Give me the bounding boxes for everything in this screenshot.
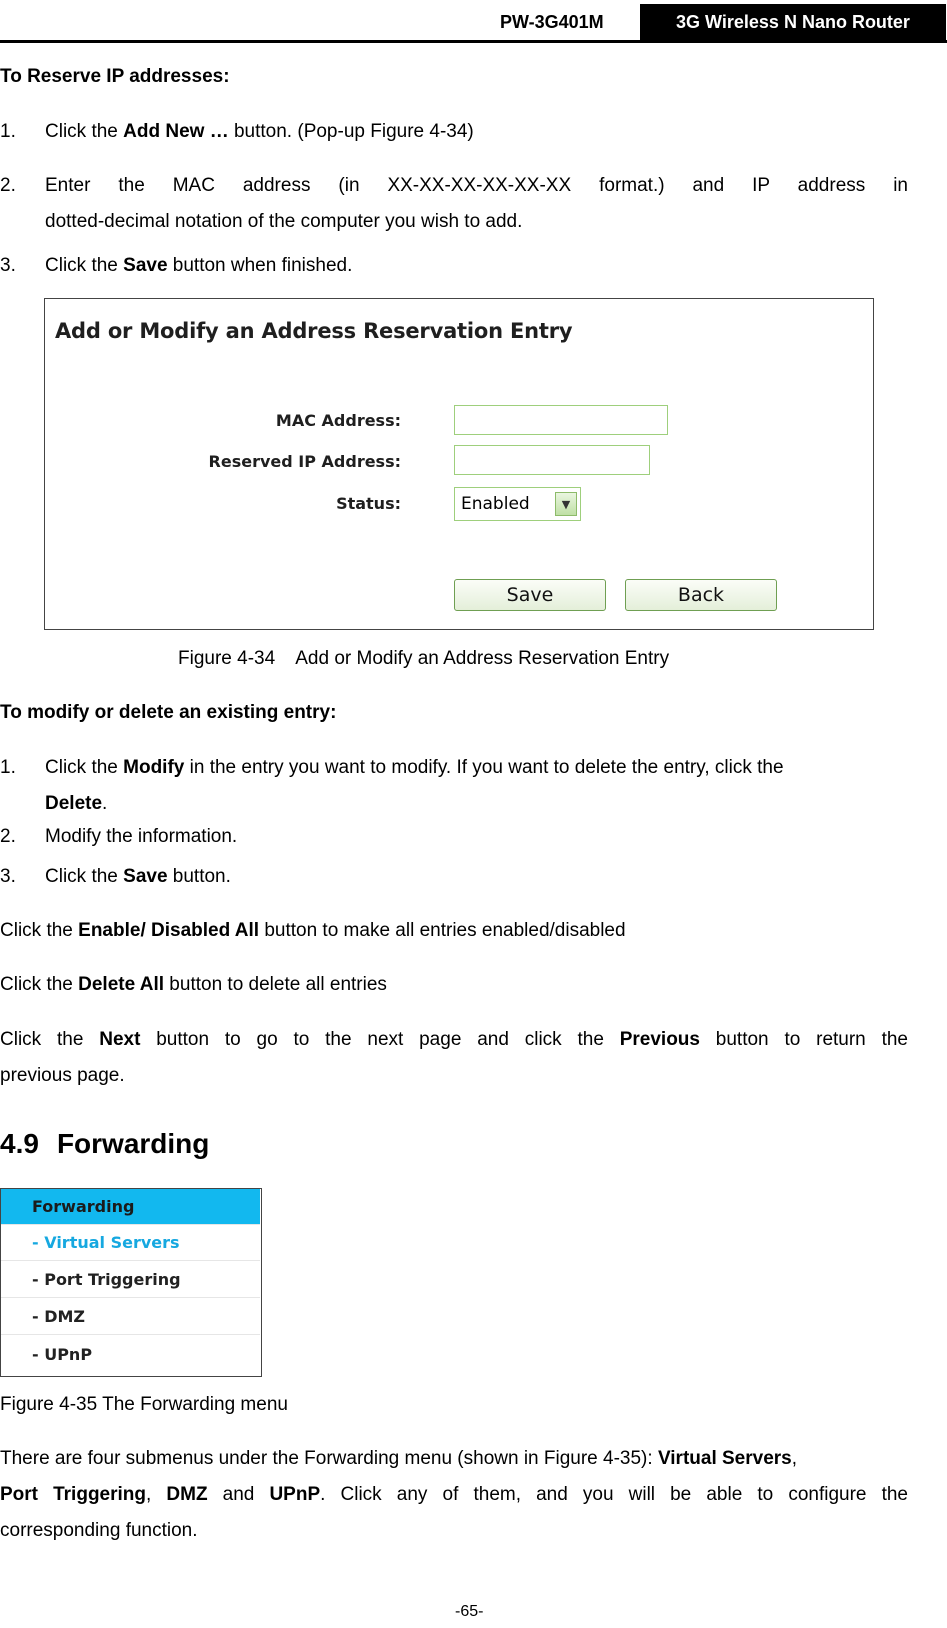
page-number: -65- bbox=[455, 1603, 484, 1620]
mac-address-input[interactable] bbox=[454, 405, 668, 435]
para-bold: Next bbox=[99, 1029, 141, 1050]
step-text: Click the bbox=[45, 121, 124, 142]
modify-heading: To modify or delete an existing entry: bbox=[0, 702, 337, 723]
menu-item-dmz[interactable]: - DMZ bbox=[1, 1299, 260, 1335]
next-previous-paragraph bbox=[0, 1027, 908, 1053]
mac-address-label: MAC Address: bbox=[275, 411, 401, 430]
para-bold-2: Previous bbox=[619, 1029, 700, 1050]
header-rule bbox=[0, 40, 947, 43]
para-text-end: button to delete all entries bbox=[164, 974, 387, 995]
forwarding-menu bbox=[0, 1188, 262, 1377]
step-number: 1. bbox=[0, 121, 16, 142]
para-bold-port-triggering: Port Triggering bbox=[0, 1484, 146, 1505]
step-text-end: . bbox=[102, 793, 108, 814]
modify-step-2 bbox=[0, 824, 237, 850]
menu-item-virtual-servers[interactable]: - Virtual Servers bbox=[1, 1225, 260, 1261]
back-button[interactable]: Back bbox=[625, 579, 777, 611]
section-number: 4.9 bbox=[0, 1128, 39, 1159]
step-text-end: in the entry you want to modify. If you want to delete the entry, click the bbox=[184, 757, 784, 778]
reserve-step-3 bbox=[0, 253, 352, 279]
step-text-end: button. (Pop-up Figure 4-34) bbox=[228, 121, 474, 142]
submenus-paragraph bbox=[0, 1446, 908, 1472]
section-title: Forwarding bbox=[56, 1128, 210, 1159]
step-text: Click the bbox=[45, 255, 124, 276]
submenus-paragraph-line-2 bbox=[0, 1482, 908, 1508]
para-text: Click the bbox=[0, 974, 79, 995]
reserve-heading: To Reserve IP addresses: bbox=[0, 66, 230, 87]
save-button[interactable]: Save bbox=[454, 579, 606, 611]
step-number: 1. bbox=[0, 757, 16, 778]
next-previous-paragraph-cont: previous page. bbox=[0, 1065, 125, 1086]
header-product-banner bbox=[640, 4, 946, 40]
section-heading bbox=[0, 1128, 209, 1160]
para-sep: and bbox=[207, 1484, 270, 1505]
step-text: Click the bbox=[45, 866, 124, 887]
header-product: 3G Wireless N Nano Router bbox=[676, 11, 910, 32]
step-bold: Modify bbox=[123, 757, 185, 778]
para-text: Click the bbox=[0, 920, 79, 941]
submenus-paragraph-line-3: corresponding function. bbox=[0, 1520, 198, 1541]
chevron-down-icon: ▼ bbox=[555, 492, 577, 516]
figure-434-caption: Figure 4-34 Add or Modify an Address Reservation Entry bbox=[178, 648, 670, 669]
menu-item-forwarding[interactable]: Forwarding bbox=[1, 1189, 260, 1225]
para-bold-virtual-servers: Virtual Servers bbox=[657, 1448, 792, 1469]
step-line-2: dotted-decimal notation of the computer you wish to add. bbox=[45, 211, 523, 232]
modify-step-3 bbox=[0, 864, 231, 890]
delete-all-paragraph bbox=[0, 972, 387, 998]
status-label: Status: bbox=[336, 494, 401, 513]
step-text: Modify the information. bbox=[45, 826, 238, 847]
step-text: Click the bbox=[45, 757, 124, 778]
status-select[interactable] bbox=[454, 487, 581, 521]
modify-step-1 bbox=[0, 755, 784, 781]
para-sep: , bbox=[791, 1448, 798, 1469]
enable-disable-paragraph bbox=[0, 918, 626, 944]
step-bold: Add New … bbox=[123, 121, 229, 142]
menu-item-port-triggering[interactable]: - Port Triggering bbox=[1, 1262, 260, 1298]
step-bold: Save bbox=[123, 866, 168, 887]
para-bold-upnp: UPnP bbox=[269, 1484, 321, 1505]
step-number: 2. bbox=[0, 175, 16, 196]
step-number: 2. bbox=[0, 826, 16, 847]
para-bold: Enable/ Disabled All bbox=[78, 920, 260, 941]
para-text-end: button to make all entries enabled/disabled bbox=[259, 920, 626, 941]
para-bold: Delete All bbox=[78, 974, 165, 995]
address-reservation-form bbox=[44, 298, 874, 630]
para-bold-dmz: DMZ bbox=[166, 1484, 208, 1505]
step-text-end: button when finished. bbox=[167, 255, 353, 276]
step-line-1: Enter the MAC address (in XX-XX-XX-XX-XX-XX format.) and IP address in bbox=[45, 175, 908, 196]
menu-item-upnp[interactable]: - UPnP bbox=[32, 1344, 93, 1364]
form-title: Add or Modify an Address Reservation Entry bbox=[55, 319, 573, 343]
para-sep: , bbox=[146, 1484, 167, 1505]
step-bold: Save bbox=[123, 255, 168, 276]
step-number: 3. bbox=[0, 255, 16, 276]
para-text-end: button to return the bbox=[699, 1029, 908, 1050]
para-text-end: . Click any of them, and you will be able to configure the bbox=[320, 1484, 908, 1505]
modify-step-1-cont bbox=[45, 791, 107, 817]
reserved-ip-label: Reserved IP Address: bbox=[208, 452, 401, 471]
para-text-mid: button to go to the next page and click the bbox=[140, 1029, 620, 1050]
header-model: PW-3G401M bbox=[500, 12, 604, 32]
step-text-end: button. bbox=[167, 866, 231, 887]
figure-435-caption: Figure 4-35 The Forwarding menu bbox=[0, 1394, 288, 1415]
step-number: 3. bbox=[0, 866, 16, 887]
para-text: There are four submenus under the Forwarding menu (shown in Figure 4-35): bbox=[0, 1448, 658, 1469]
status-select-value: Enabled bbox=[461, 494, 530, 514]
reserved-ip-input[interactable] bbox=[454, 445, 650, 475]
step-bold: Delete bbox=[45, 793, 103, 814]
para-text: Click the bbox=[0, 1029, 100, 1050]
reserve-step-1 bbox=[0, 119, 474, 145]
